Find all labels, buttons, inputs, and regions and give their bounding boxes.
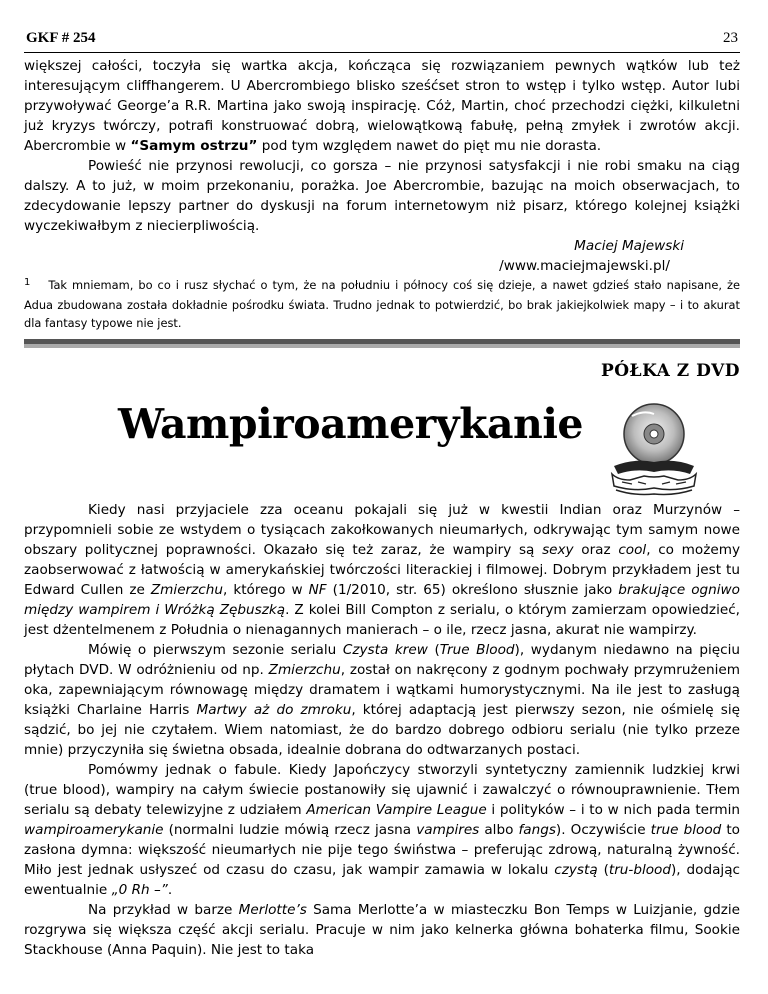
signature [24,236,740,276]
author-url: /www.maciejmajewski.pl/ [499,258,670,274]
article-body [24,500,740,960]
section-divider [24,339,740,348]
page-number: 23 [723,30,738,46]
paragraph: Mówię o pierwszym sezonie serialu Czysta krew (True Blood), wydanym niedawno na pięciu płytach DVD. W odróżnieniu od np. Zmierzchu, został on nakręcony z godnym pochwały przymrużeniem oka, zapewniającym równowagę między dramatem i wątkami humorystycznymi. Na ile jest to zasługą książki Charlaine Harris Martwy aż do zmroku, której adaptacją jest pierwszy sezon, nie ośmielę się sądzić, bo jej nie czytałem. Wiem natomiast, że do bardzo dobrego odbioru serialu (nie tylko przeze mnie) przyczyniła się świetna obsada, idealnie dobrana do odtwarzanych postaci. [24,642,741,758]
dvd-in-hands-icon [604,396,704,500]
page-header [24,28,740,53]
paragraph: Na przykład w barze Merlotte’s Sama Merlotte’a w miasteczku Bon Temps w Luizjanie, gdzie rozgrywa się większa część akcji serialu. Pracuje w nim jako kelnerka główna bohaterka filmu, Sookie Stackhouse (Anna Paquin). Nie jest to taka [24,902,740,958]
author-name: Maciej Majewski [574,238,684,254]
footnote [24,276,740,332]
paragraph: Pomówmy jednak o fabule. Kiedy Japończycy stworzyli syntetyczny zamiennik ludzkiej krwi (true blood), wampiry na całym świecie postanowiły się ujawnić i zawalczyć o równouprawnienie. Tłem serialu są debaty telewizyjne z udziałem American Vampire League i polityków – i to w nich pada termin wampiroamerykanie (normalni ludzie mówią rzecz jasna vampires albo fangs). Oczywiście true blood to zasłona dymna: większość nieumarłych nie pije tego świństwa – preferując zdrową, naturalną żywność. Miło jest jednak usłyszeć od czasu do czasu, jak wampir zamawia w lokalu czystą (tru-blood), dodając ewentualnie „0 Rh –”. [24,762,741,898]
article-title: Wampiroamerykanie [118,400,584,448]
magazine-issue: GKF # 254 [26,30,96,46]
section-title: PÓŁKA Z DVD [600,361,740,381]
paragraph: Kiedy nasi przyjaciele zza oceanu pokajali się już w kwestii Indian oraz Murzynów – przypomnieli sobie ze wstydem o tysiącach zakołkowanych nieumarłych, odkrywając tym samym nowe obszary politycznej poprawności. Okazało się też zaraz, że wampiry są sexy oraz cool, co możemy zaobserwować z łatwością w amerykańskiej twórczości literackiej i filmowej. Dobrym przykładem jest tu Edward Cullen ze Zmierzchu, którego w NF (1/2010, str. 65) określono słusznie jako brakujące ogniwo między wampirem i Wróżką Zębuszką. Z kolei Bill Compton z serialu, o którym zamierzam opowiedzieć, jest dżentelmenem z Południa o nienagannych manierach – o ile, rzecz jasna, akurat nie wampirzy. [24,502,740,638]
paragraph: Powieść nie przynosi rewolucji, co gorsza – nie przynosi satysfakcji i nie robi smaku na ciąg dalszy. A to już, w moim przekonaniu, porażka. Joe Abercrombie, bazując na moich obserwacjach, to zdecydowanie lepszy partner do dyskusji na forum internetowym niż pisarz, którego kolejnej książki wyczekiwałbym z niecierpliwością. [24,158,740,234]
footnote-number: 1 [24,277,31,288]
previous-article-end [24,56,740,276]
footnote-text: Tak mniemam, bo co i rusz słychać o tym, że na południu i północy coś się dzieje, a nawet gdzieś stało napisane, że Adua zbudowana została dokładnie pośrodku świata. Trudno jednak to potwierdzić, bo brak jakiejkolwiek mapy – i to akurat dla fantasy typowe nie jest. [24,278,740,330]
book-title-bold: “Samym ostrzu” [130,138,258,154]
paragraph: większej całości, toczyła się wartka akcja, kończąca się rozwiązaniem pewnych wątków lub też interesującym cliffhangerem. U Abercrombiego blisko sześćset stron to wstęp i tylko wstęp. Autor lubi przywoływać George’a R.R. Martina jako swoją inspirację. Cóż, Martin, choć przechodzi ciężki, kilkuletni już kryzys twórczy, potrafi konstruować dobrą, wielowątkową fabułę, pełną zmyłek i zwrotów akcji. Abercrombie w “Samym ostrzu” pod tym względem nawet do pięt mu nie dorasta. [24,58,740,154]
